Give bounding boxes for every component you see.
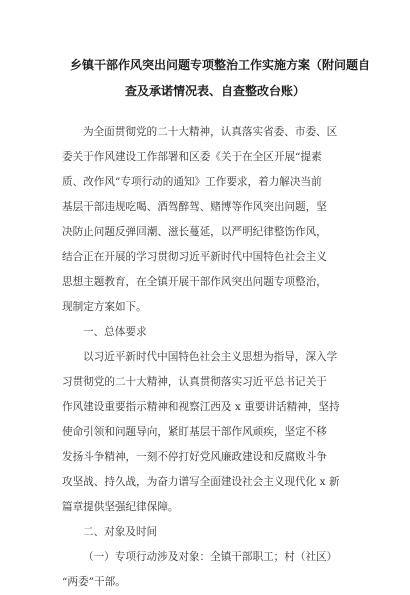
paragraph-line: 委关于作风建设工作部署和区委《关于在全区开展“提素: [62, 151, 322, 163]
document-body: [62, 120, 362, 595]
paragraph-intro: [62, 120, 362, 320]
paragraph-line: 基层干部违规吃喝、酒驾醉驾、赌博等作风突出问题，坚: [62, 201, 327, 213]
paragraph-line: 以习近平新时代中国特色社会主义思想为指导，深入学: [83, 351, 338, 363]
paragraph-line: 思想主题教育，在全镇开展干部作风突出问题专项整治，: [62, 276, 327, 288]
paragraph-line: 作风建设重要指示精神和视察江西及 x 重要讲话精神，坚持: [62, 401, 340, 413]
paragraph-line: 决防止问题反弹回潮、滋长蔓延，以严明纪律整饬作风，: [62, 226, 327, 238]
section-heading-general-requirements: 一、总体要求: [83, 326, 147, 338]
document-title: [70, 52, 371, 104]
paragraph-line: 攻坚战、持久战，为奋力谱写全面建设社会主义现代化 x 新: [62, 476, 340, 488]
paragraph-targets: [62, 545, 362, 595]
section-heading-targets-and-timing: 二、对象及时间: [83, 526, 158, 538]
paragraph-line: 为全面贯彻党的二十大精神，认真落实省委、市委、区: [83, 126, 338, 138]
paragraph-line: 结合正在开展的学习贯彻习近平新时代中国特色社会主义: [62, 251, 327, 263]
paragraph-line: 使命引领和问题导向，紧盯基层干部作风顽疾，坚定不移: [62, 426, 327, 438]
paragraph-line: 篇章提供坚强纪律保障。: [62, 501, 179, 513]
paragraph-line: （一）专项行动涉及对象：全镇干部职工；村（社区）: [83, 551, 338, 563]
title-line: 乡镇干部作风突出问题专项整治工作实施方案（附问题自: [70, 58, 371, 72]
title-line: 查及承诺情况表、自查整改台账）: [124, 84, 305, 98]
paragraph-line: 习贯彻党的二十大精神，认真贯彻落实习近平总书记关于: [62, 376, 327, 388]
paragraph-line: 现制定方案如下。: [62, 301, 147, 313]
paragraph-requirements: [62, 345, 362, 520]
paragraph-line: 质、改作风”专项行动的通知》工作要求，着力解决当前: [62, 176, 322, 188]
paragraph-line: “两委”干部。: [62, 576, 126, 588]
paragraph-line: 发扬斗争精神，一刻不停打好党风廉政建设和反腐败斗争: [62, 451, 327, 463]
